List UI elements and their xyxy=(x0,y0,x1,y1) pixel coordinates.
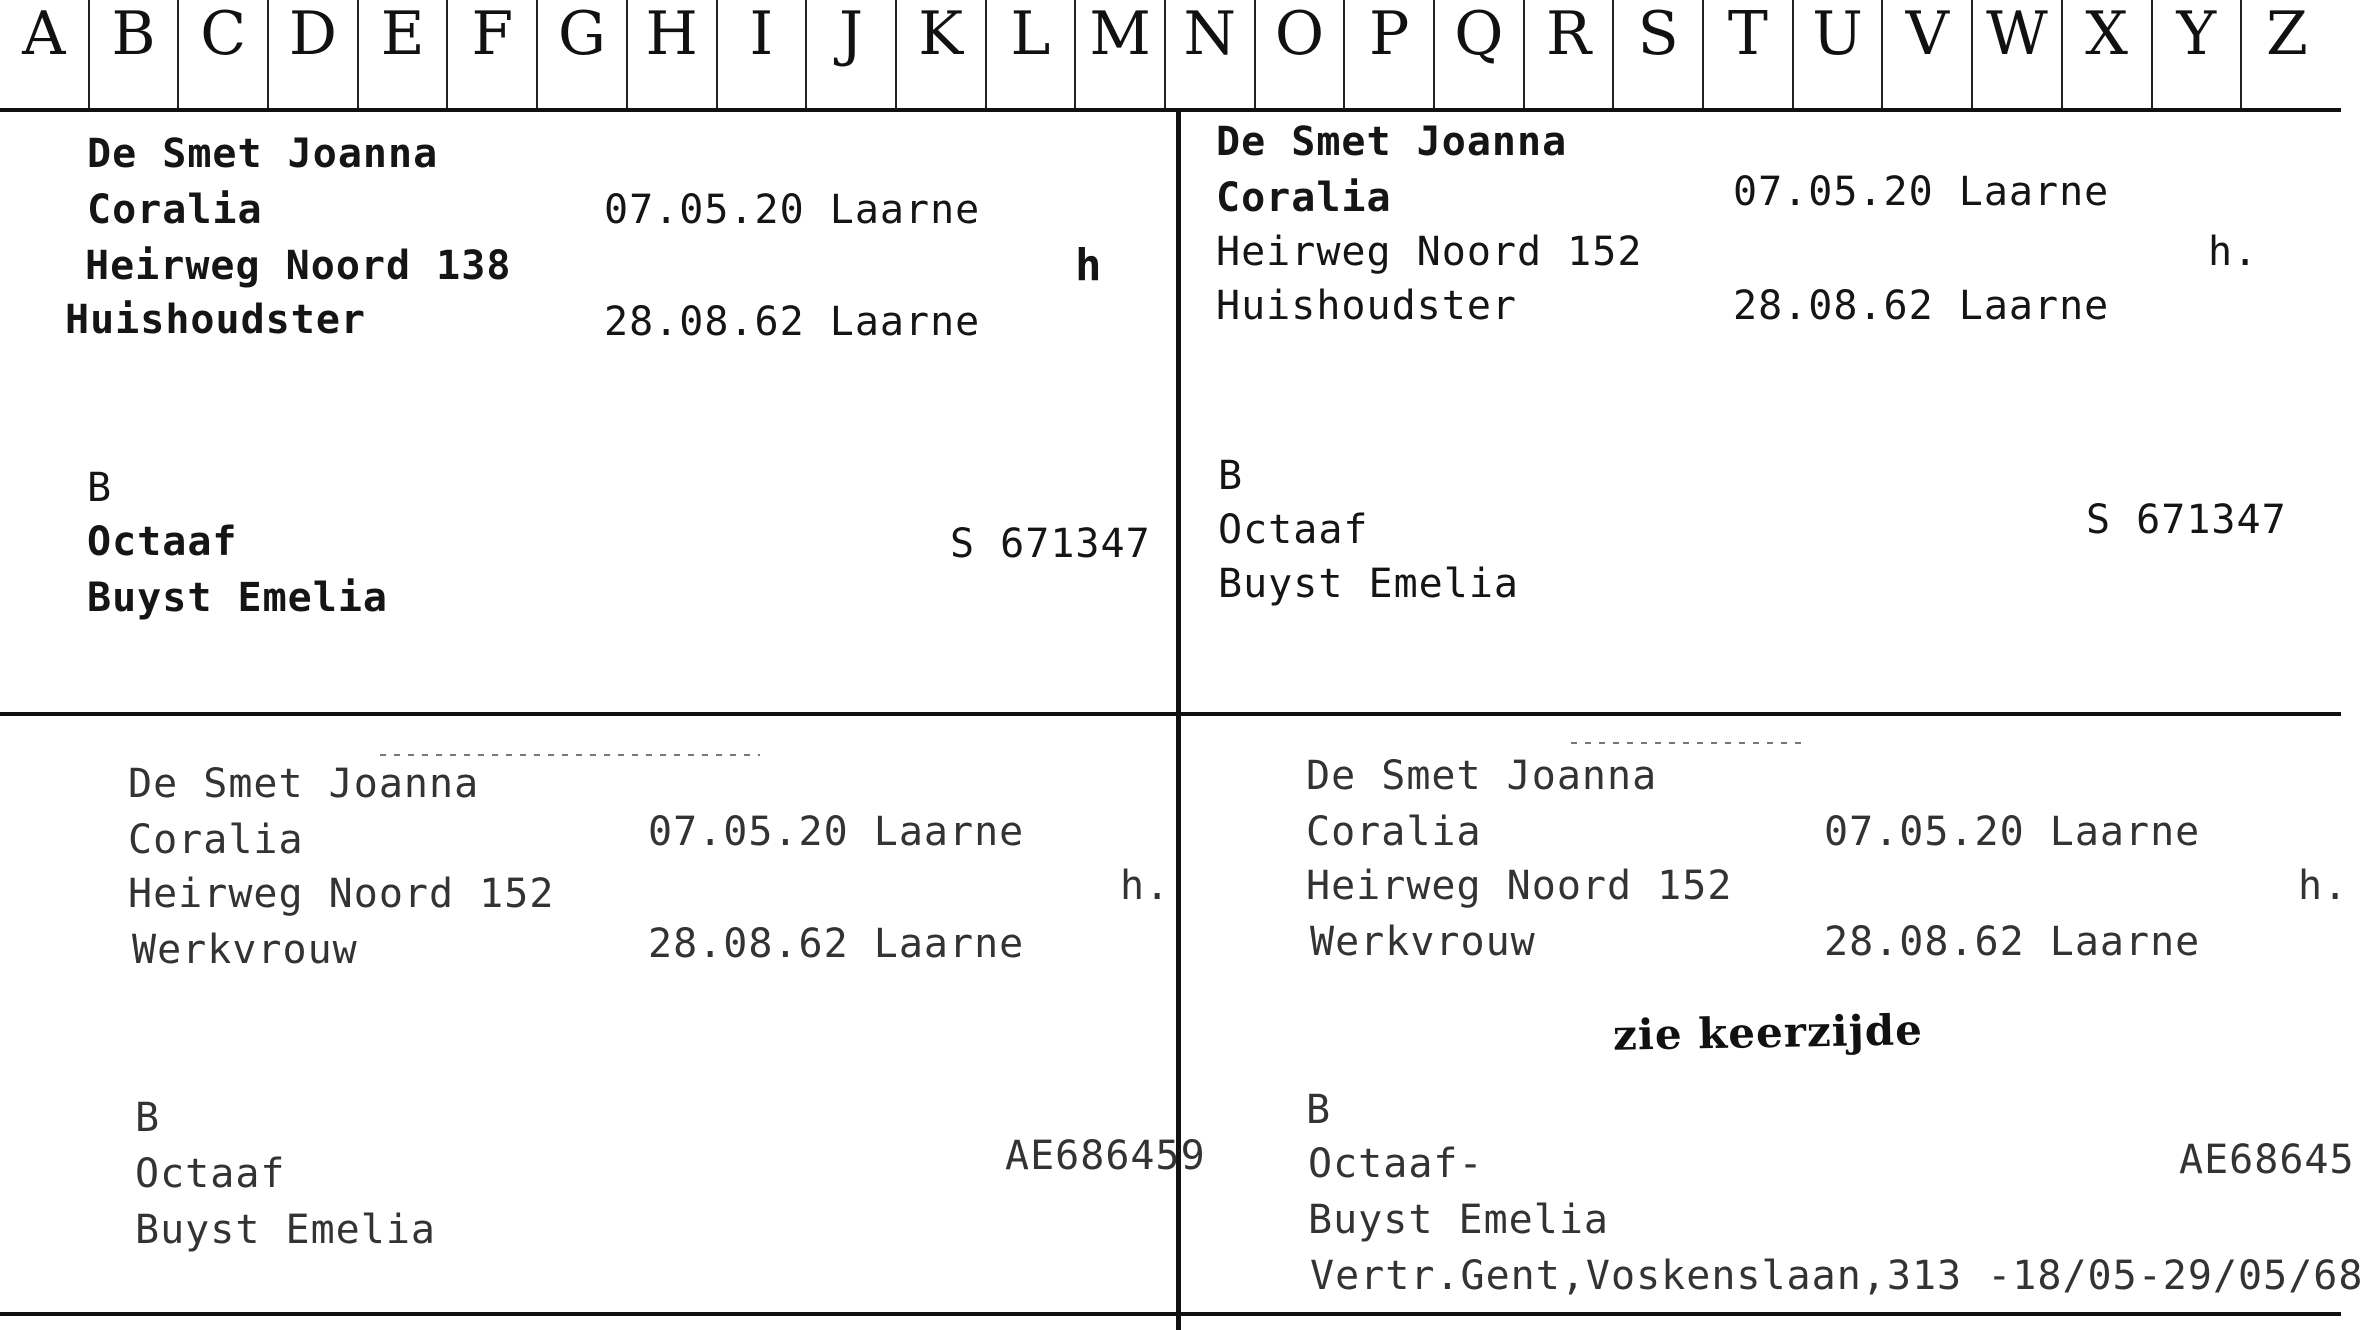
card-father: Octaaf xyxy=(135,1151,286,1197)
print-smudge xyxy=(380,754,760,756)
index-letter-d: D xyxy=(269,0,359,108)
index-letter-b: B xyxy=(90,0,180,108)
card-name: De Smet Joanna xyxy=(128,761,480,807)
card-departure-note: Vertr.Gent,Voskenslaan,313 -18/05-29/05/68 xyxy=(1310,1253,2363,1299)
index-letter-f: F xyxy=(448,0,538,108)
record-card-3 xyxy=(0,716,1206,1312)
alphabet-index xyxy=(0,0,2341,112)
index-letter-n: N xyxy=(1166,0,1256,108)
card-mother: Buyst Emelia xyxy=(87,575,388,621)
index-letter-p: P xyxy=(1345,0,1435,108)
index-letter-m: M xyxy=(1076,0,1166,108)
card-birth: 07.05.20 Laarne xyxy=(604,187,981,233)
card-occupation: Huishoudster xyxy=(1216,283,1517,329)
index-letter-w: W xyxy=(1973,0,2063,108)
bottom-divider xyxy=(0,1312,2341,1316)
card-mother: Buyst Emelia xyxy=(1308,1197,1609,1243)
card-id-number: S 671347 xyxy=(2086,497,2287,543)
card-address: Heirweg Noord 152 xyxy=(1306,863,1733,909)
card-id-number: AE686459 xyxy=(1005,1133,1206,1179)
card-father: Octaaf xyxy=(87,519,238,565)
card-address: Heirweg Noord 152 xyxy=(1216,229,1643,275)
card-id-number: S 671347 xyxy=(950,521,1151,567)
card-registered: 28.08.62 Laarne xyxy=(648,921,1025,967)
index-letter-i: I xyxy=(718,0,808,108)
index-letter-y: Y xyxy=(2153,0,2243,108)
card-name: De Smet Joanna xyxy=(1306,753,1658,799)
card-code: B xyxy=(1218,453,1244,499)
record-card-4 xyxy=(1181,716,2363,1312)
card-mother: Buyst Emelia xyxy=(1218,561,1519,607)
card-registered: 28.08.62 Laarne xyxy=(1824,919,2201,965)
card-occupation: Werkvrouw xyxy=(1310,919,1536,965)
card-code: B xyxy=(1306,1087,1332,1133)
card-name: De Smet Joanna xyxy=(87,131,439,177)
index-letter-s: S xyxy=(1614,0,1704,108)
card-father: Octaaf xyxy=(1218,507,1369,553)
index-letter-g: G xyxy=(538,0,628,108)
card-birth: 07.05.20 Laarne xyxy=(1824,809,2201,855)
card-marker: h. xyxy=(2208,229,2259,275)
index-letter-l: L xyxy=(987,0,1077,108)
card-address: Heirweg Noord 152 xyxy=(128,871,555,917)
index-letter-z: Z xyxy=(2266,0,2308,69)
index-letter-o: O xyxy=(1256,0,1346,108)
index-letter-v: V xyxy=(1883,0,1973,108)
card-code: B xyxy=(135,1095,161,1141)
index-letter-k: K xyxy=(897,0,987,108)
card-birth: 07.05.20 Laarne xyxy=(648,809,1025,855)
reverse-side-stamp: zie keerzijde xyxy=(1612,1005,1924,1060)
index-letter-u: U xyxy=(1794,0,1884,108)
card-registered: 28.08.62 Laarne xyxy=(604,299,981,345)
card-birth: 07.05.20 Laarne xyxy=(1733,169,2110,215)
index-letter-r: R xyxy=(1525,0,1615,108)
record-card-2 xyxy=(1181,112,2341,712)
card-first-name: Coralia xyxy=(87,187,263,233)
index-letter-q: Q xyxy=(1435,0,1525,108)
card-occupation: Werkvrouw xyxy=(132,927,358,973)
card-first-name: Coralia xyxy=(128,817,304,863)
index-letter-x: X xyxy=(2063,0,2153,108)
card-marker: h. xyxy=(1120,863,1171,909)
card-father: Octaaf- xyxy=(1308,1141,1484,1187)
card-first-name: Coralia xyxy=(1306,809,1482,855)
card-first-name: Coralia xyxy=(1216,175,1392,221)
index-letter-t: T xyxy=(1704,0,1794,108)
index-letter-j: J xyxy=(807,0,897,108)
card-mother: Buyst Emelia xyxy=(135,1207,436,1253)
card-code: B xyxy=(87,465,113,511)
index-letter-h: H xyxy=(628,0,718,108)
index-letter-e: E xyxy=(359,0,449,108)
card-occupation: Huishoudster xyxy=(65,297,366,343)
card-name: De Smet Joanna xyxy=(1216,119,1568,165)
card-marker: h. xyxy=(2298,863,2349,909)
card-marker: h xyxy=(1075,240,1103,291)
card-registered: 28.08.62 Laarne xyxy=(1733,283,2110,329)
card-address: Heirweg Noord 138 xyxy=(85,243,512,289)
index-letter-a: A xyxy=(0,0,90,108)
index-letter-c: C xyxy=(179,0,269,108)
card-id-number: AE68645 xyxy=(2179,1137,2355,1183)
print-smudge xyxy=(1571,742,1801,744)
record-card-1 xyxy=(0,112,1176,712)
